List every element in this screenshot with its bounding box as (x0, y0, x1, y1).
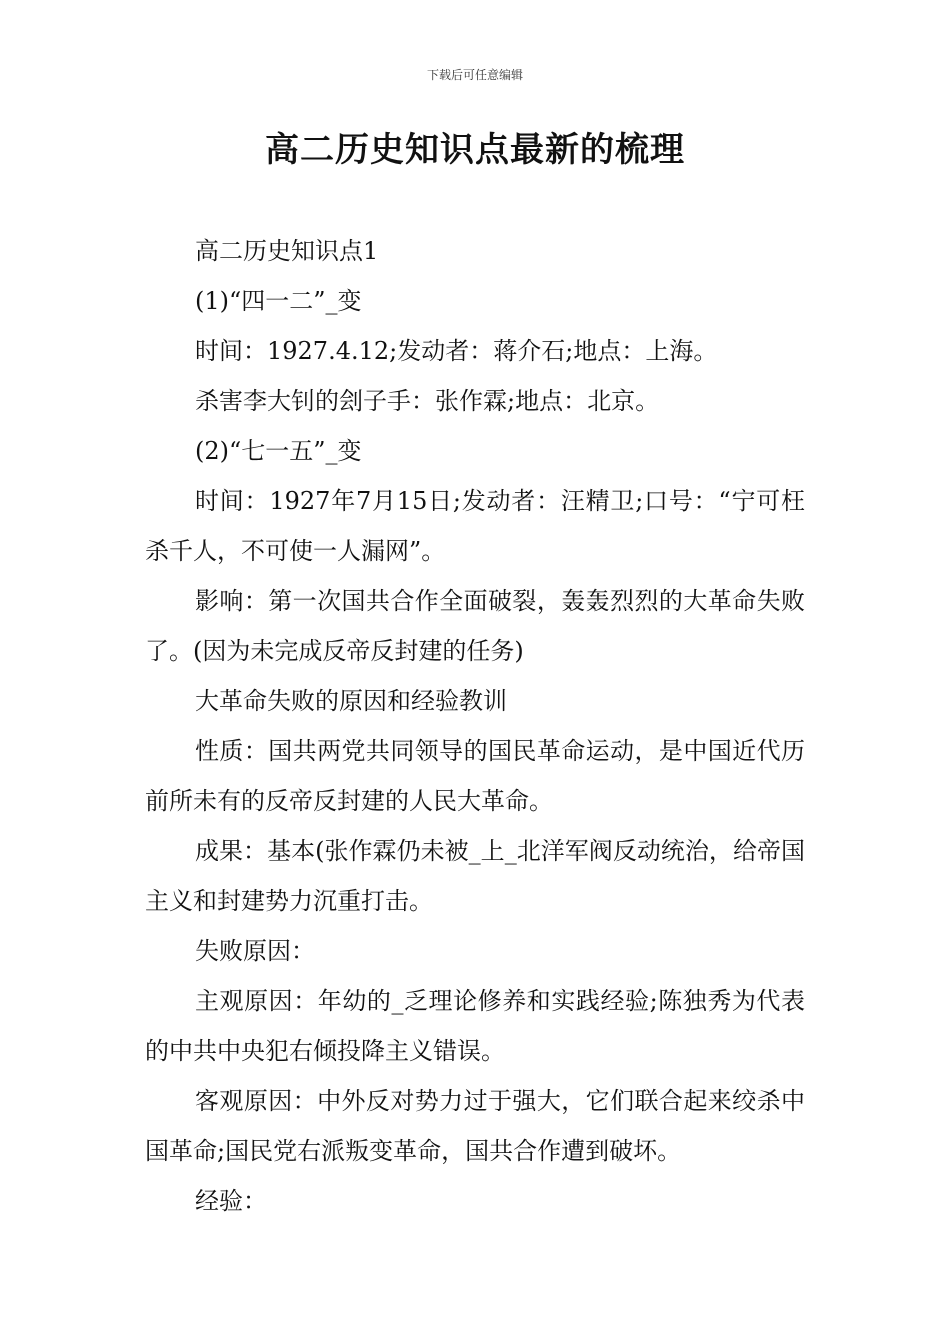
paragraph: 经验： (195, 1187, 267, 1215)
paragraph: 影响：第一次国共合作全面破裂，轰轰烈烈的大革命失败了。(因为未完成反帝反封建的任务) (145, 587, 805, 665)
document-title: 高二历史知识点最新的梳理 (265, 130, 685, 170)
paragraph: 失败原因： (195, 937, 315, 965)
paragraph: 高二历史知识点1 (195, 237, 379, 265)
document-body (145, 226, 805, 1226)
paragraph: 大革命失败的原因和经验教训 (195, 687, 507, 715)
paragraph: 时间：1927年7月15日;发动者：汪精卫;口号：“宁可枉杀千人，不可使一人漏网”。 (145, 487, 805, 565)
paragraph: 客观原因：中外反对势力过于强大，它们联合起来绞杀中国革命;国民党右派叛变革命，国共合作遭到破坏。 (145, 1087, 805, 1165)
paragraph: 时间：1927.4.12;发动者：蒋介石;地点：上海。 (195, 337, 718, 365)
paragraph: (2)“七一五”_变 (195, 437, 362, 465)
paragraph: 杀害李大钊的刽子手：张作霖;地点：北京。 (195, 387, 660, 415)
paragraph: (1)“四一二”_变 (195, 287, 362, 315)
paragraph: 成果：基本(张作霖仍未被_上_北洋军阀反动统治，给帝国主义和封建势力沉重打击。 (145, 837, 805, 915)
header-note: 下载后可任意编辑 (426, 68, 523, 82)
paragraph: 主观原因：年幼的_乏理论修养和实践经验;陈独秀为代表的中共中央犯右倾投降主义错误。 (145, 987, 805, 1065)
paragraph: 性质：国共两党共同领导的国民革命运动，是中国近代历前所未有的反帝反封建的人民大革命。 (145, 737, 805, 815)
